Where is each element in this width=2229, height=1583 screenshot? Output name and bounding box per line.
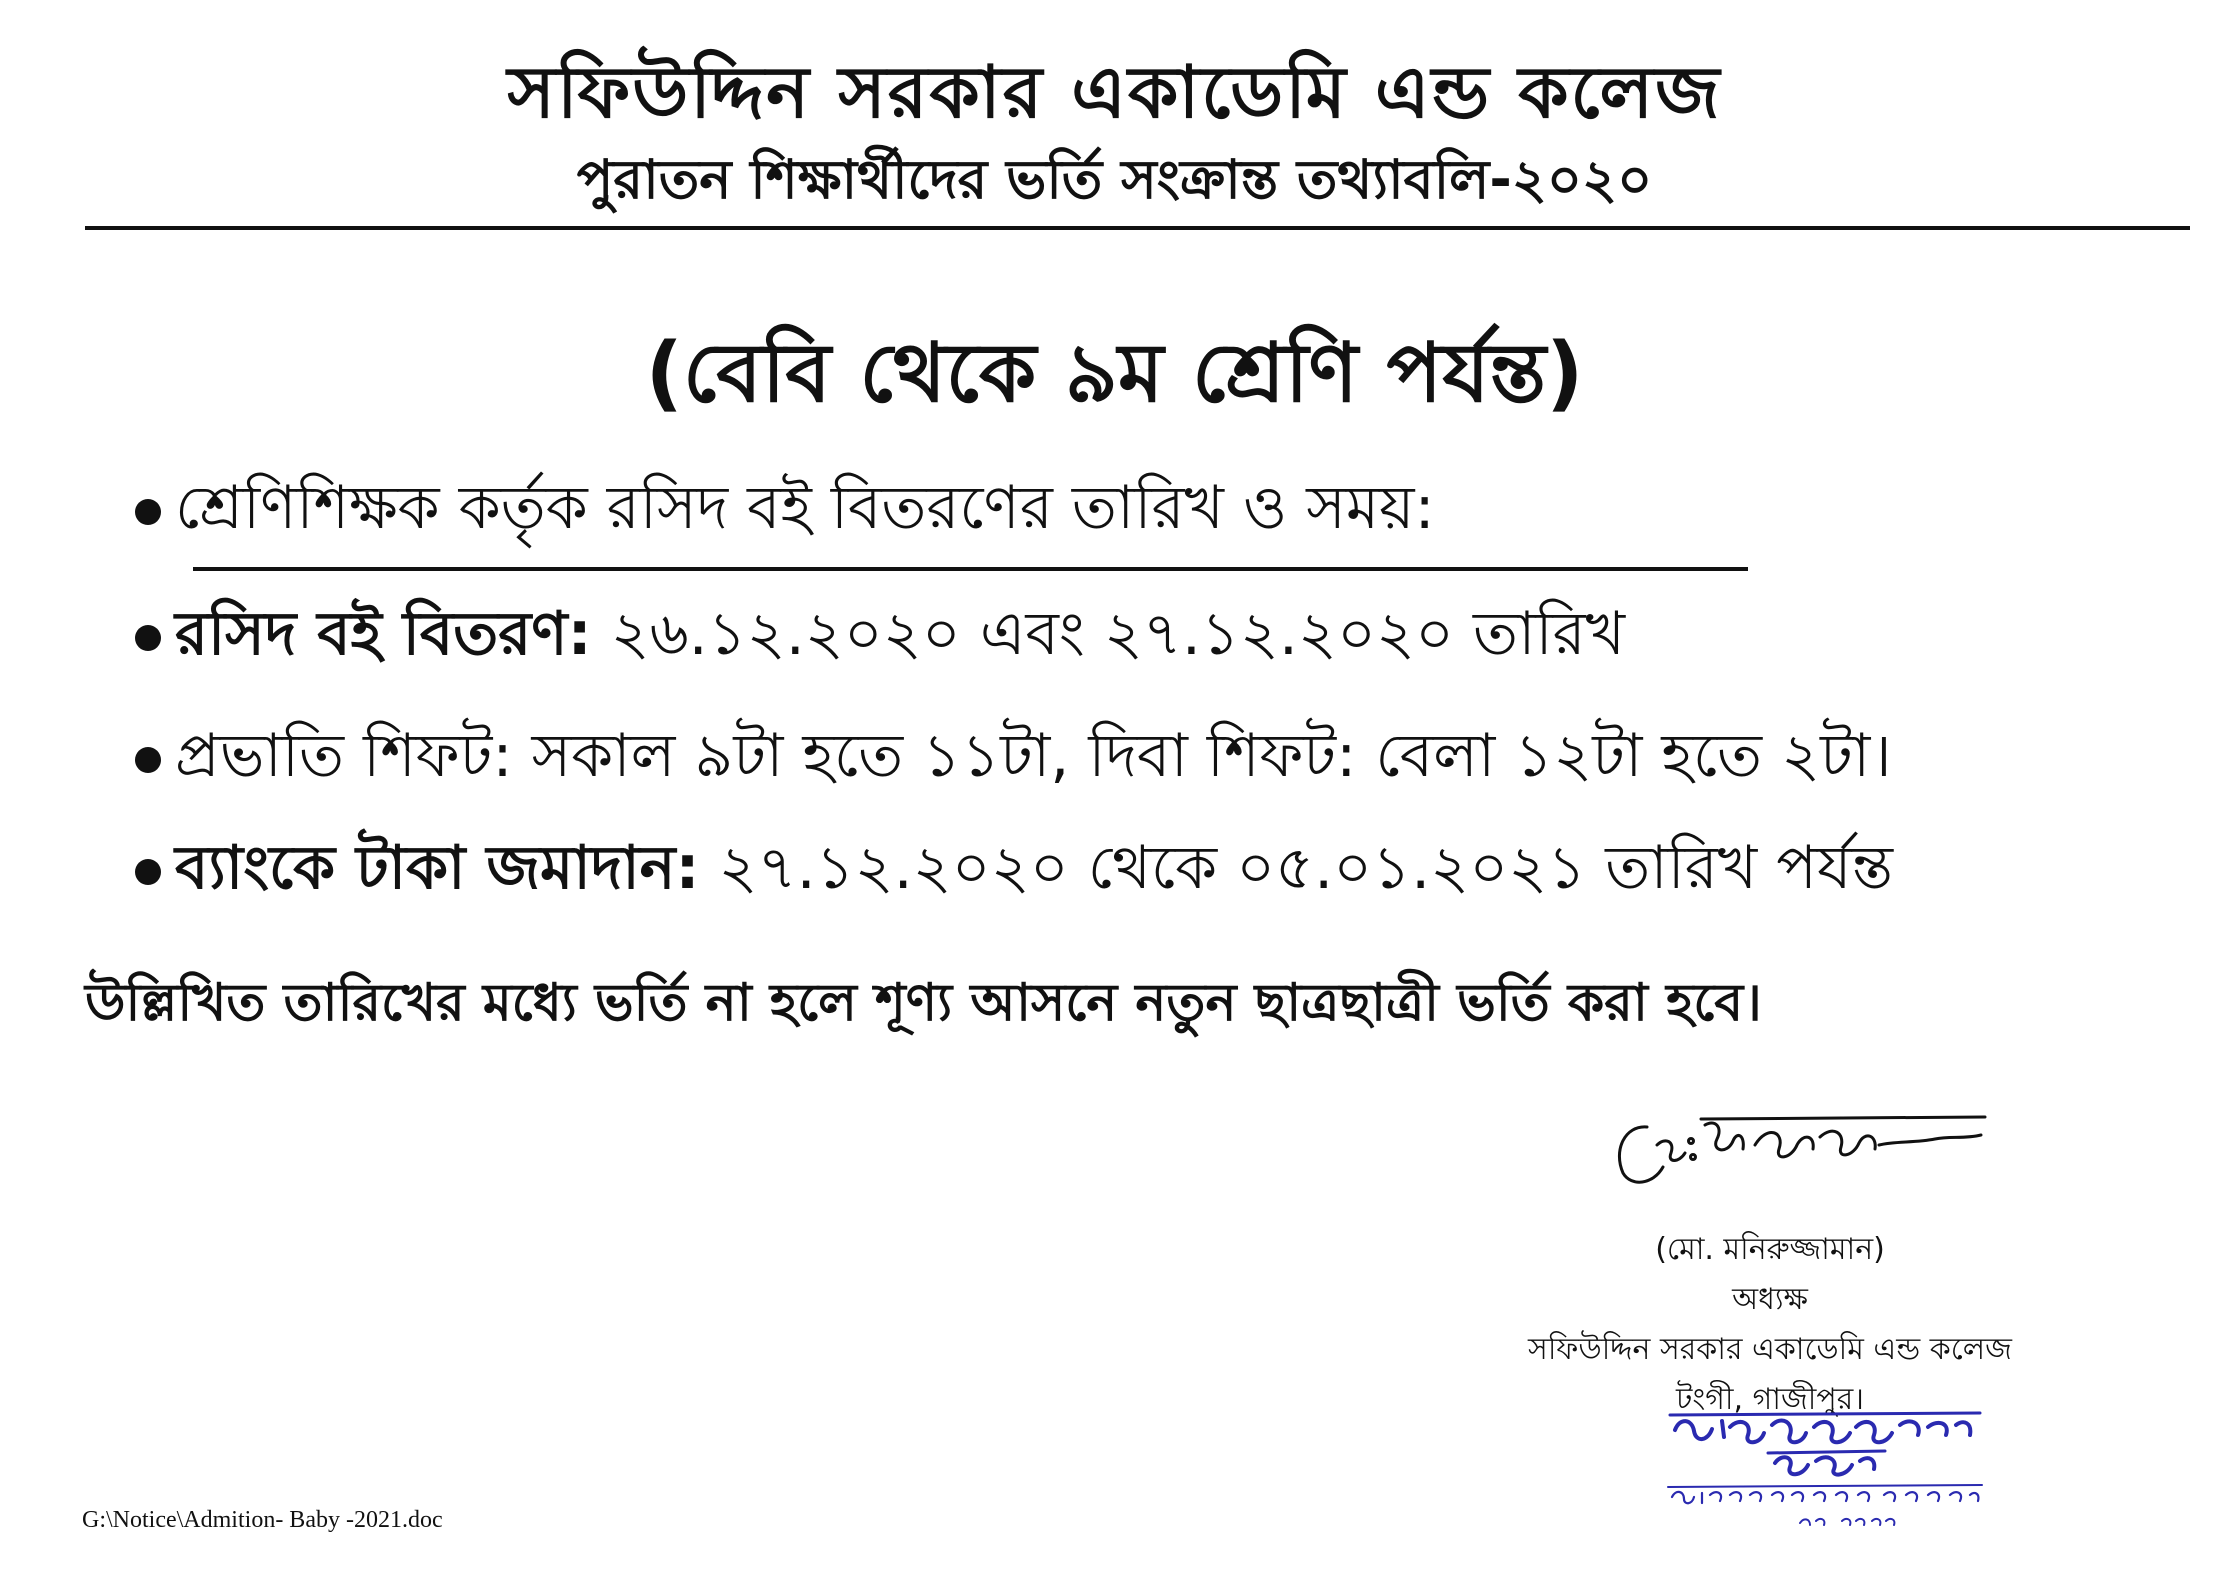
list-item-shift-times [135,710,1892,810]
list-item-receipt-distribution [135,588,1625,688]
signatory-name: (মো. মনিরুজ্জামান) [1655,1232,1885,1267]
list-item-text: শ্রেণিশিক্ষক কর্তৃক রসিদ বই বিতরণের তারিখ ও সময়: [175,473,1435,543]
institution-name: সফিউদ্দিন সরকার একাডেমি এন্ড কলেজ [507,50,1722,134]
list-item-label: ব্যাংকে টাকা জমাদান: [175,833,700,903]
signatory-institution: সফিউদ্দিন সরকার একাডেমি এন্ড কলেজ [1528,1332,2012,1367]
signatory-location: টংগী, গাজীপুর। [1676,1382,1864,1417]
bullet-icon [135,625,161,651]
list-item-text: ২৬.১২.২০২০ এবং ২৭.১২.২০২০ তারিখ [591,599,1626,669]
class-range-heading: (বেবি থেকে ৯ম শ্রেণি পর্যন্ত) [645,326,1584,421]
bullet-icon [135,859,161,885]
list-item-text: প্রভাতি শিফট: সকাল ৯টা হতে ১১টা, দিবা শিফট: বেলা ১২টা হতে ২টা। [175,721,1892,791]
file-path: G:\Notice\Admition- Baby -2021.doc [82,1507,443,1533]
official-stamp-icon [1660,1405,1990,1535]
admission-note: উল্লিখিত তারিখের মধ্যে ভর্তি না হলে শূণ্য আসনে নতুন ছাত্রছাত্রী ভর্তি করা হবে। [85,973,1762,1033]
list-item-bank-deposit [135,822,1893,922]
notice-subtitle: পুরাতন শিক্ষার্থীদের ভর্তি সংক্রান্ত তথ্যাবলি-২০২০ [576,148,1653,211]
list-item-text: ২৭.১২.২০২০ থেকে ০৫.০১.২০২১ তারিখ পর্যন্ত [699,833,1893,903]
bullet-icon [135,499,161,525]
list-item-label: রসিদ বই বিতরণ: [175,599,592,669]
signature-icon [1605,1105,1995,1235]
header-divider [85,226,2190,230]
signatory-title: অধ্যক্ষ [1732,1282,1808,1317]
heading-underline [193,567,1748,571]
list-item-schedule-heading [135,462,1435,562]
bullet-icon [135,747,161,773]
